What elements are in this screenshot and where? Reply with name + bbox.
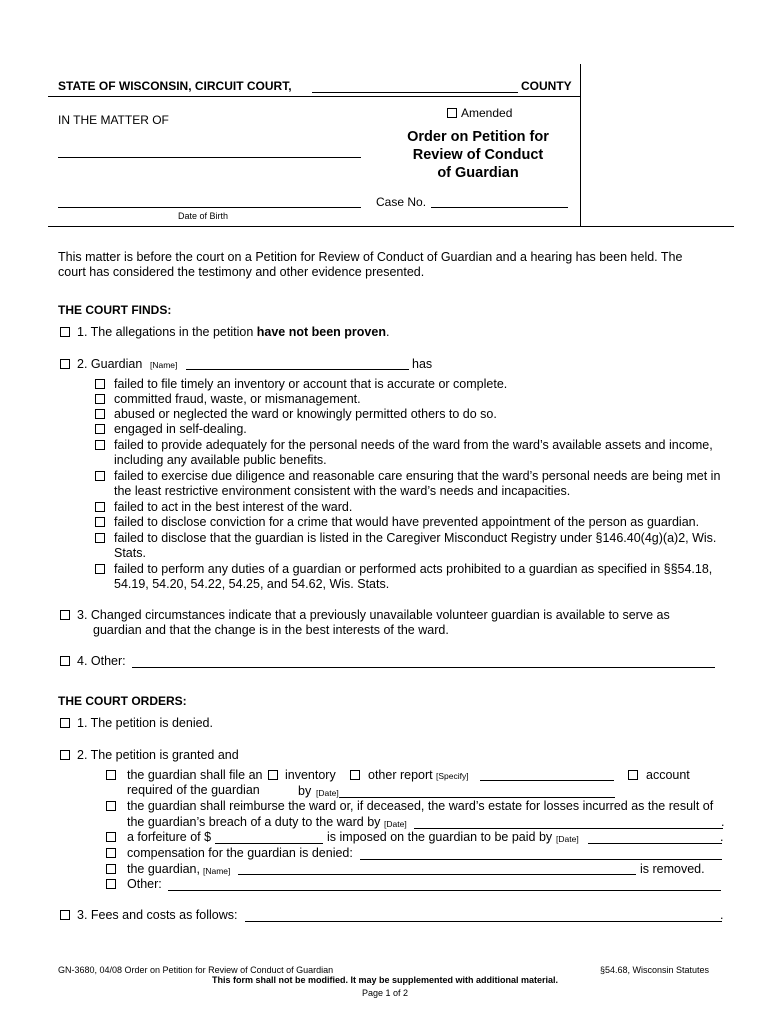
state-court-label: STATE OF WISCONSIN, CIRCUIT COURT, — [58, 79, 292, 93]
reimburse-date-tag: [Date] — [384, 819, 407, 829]
finding-3-l1: 3. Changed circumstances indicate that a previously unavailable volunteer guardian is available to serve as — [77, 608, 670, 622]
finding-1-checkbox[interactable] — [60, 327, 70, 337]
item-duties-checkbox[interactable] — [95, 564, 105, 574]
order-3-label: 3. Fees and costs as follows: — [77, 908, 238, 922]
order-other-label: Other: — [127, 877, 162, 891]
item-self-dealing-checkbox[interactable] — [95, 424, 105, 434]
county-field[interactable] — [312, 92, 518, 93]
reimburse-l2: the guardian’s breach of a duty to the ward by — [127, 815, 381, 829]
item-due-diligence-checkbox[interactable] — [95, 471, 105, 481]
by-label: by — [298, 784, 312, 798]
fees-field[interactable] — [245, 921, 722, 922]
removed-name-tag: [Name] — [203, 866, 231, 876]
matter-name-field[interactable] — [58, 157, 361, 158]
amended-label: Amended — [461, 106, 513, 120]
item-best-interest-checkbox[interactable] — [95, 502, 105, 512]
required-of-guardian: required of the guardian — [127, 783, 260, 797]
finding-3-checkbox[interactable] — [60, 610, 70, 620]
order-file-report-checkbox[interactable] — [106, 770, 116, 780]
item-registry-l2: Stats. — [114, 546, 146, 560]
item-self-dealing: engaged in self-dealing. — [114, 422, 247, 436]
item-due-diligence-l2: the least restrictive environment consistent with the ward’s needs and incapacities. — [114, 484, 571, 498]
forfeiture-imposed-label: is imposed on the guardian to be paid by — [327, 830, 553, 844]
order-2-text: 2. The petition is granted and — [77, 748, 239, 762]
file-an-label: the guardian shall file an — [127, 768, 263, 782]
finding-4-other-field[interactable] — [132, 667, 715, 668]
header-top-rule — [48, 96, 580, 97]
forfeiture-period: . — [720, 830, 724, 844]
footer-form-id: GN-3680, 04/08 Order on Petition for Review of Conduct of Guardian — [58, 965, 334, 975]
forfeiture-label: a forfeiture of $ — [127, 830, 212, 844]
inventory-checkbox[interactable] — [268, 770, 278, 780]
amended-checkbox[interactable] — [447, 108, 457, 118]
dob-caption: Date of Birth — [178, 211, 229, 221]
case-no-label: Case No. — [376, 195, 427, 209]
item-conviction-checkbox[interactable] — [95, 517, 105, 527]
order-3-checkbox[interactable] — [60, 910, 70, 920]
item-conviction: failed to disclose conviction for a crime that would have prevented appointment of the person as guardian. — [114, 515, 700, 529]
form-title — [378, 128, 578, 182]
court-orders-heading: THE COURT ORDERS: — [58, 694, 187, 708]
finding-1-period: . — [385, 325, 390, 339]
finding-3-l2: guardian and that the change is in the best interests of the ward. — [93, 623, 449, 637]
report-date-tag: [Date] — [316, 788, 339, 798]
intro-line-2: court has considered the testimony and other evidence presented. — [58, 265, 425, 279]
item-due-diligence-l1: failed to exercise due diligence and reasonable care ensuring that the ward’s personal needs are being met in — [114, 469, 721, 483]
compensation-checkbox[interactable] — [106, 848, 116, 858]
reimburse-field[interactable] — [414, 828, 723, 829]
is-removed-label: is removed. — [640, 862, 705, 876]
footer-statute: §54.68, Wisconsin Statutes — [600, 965, 710, 975]
item-personal-needs-l1: failed to provide adequately for the personal needs of the ward from the ward’s available assets and income, — [114, 438, 713, 452]
forfeiture-checkbox[interactable] — [106, 832, 116, 842]
guardian-name-tag: [Name] — [150, 360, 178, 370]
title-line-3: of Guardian — [437, 165, 519, 181]
other-report-checkbox[interactable] — [350, 770, 360, 780]
report-date-field[interactable] — [339, 797, 615, 798]
inventory-label: inventory — [285, 768, 336, 782]
item-registry-l1: failed to disclose that the guardian is listed in the Caregiver Misconduct Registry under §146.40(4g)(a)2, Wis. — [114, 531, 717, 545]
title-line-2: Review of Conduct — [412, 147, 544, 163]
finding-2-checkbox[interactable] — [60, 359, 70, 369]
finding-2-label: 2. Guardian — [77, 357, 143, 371]
title-line-1: Order on Petition for — [407, 129, 549, 145]
item-personal-needs-l2: including any available public benefits. — [114, 453, 327, 467]
order-1-checkbox[interactable] — [60, 718, 70, 728]
account-checkbox[interactable] — [628, 770, 638, 780]
header-bottom-rule — [48, 226, 734, 227]
item-best-interest: failed to act in the best interest of the ward. — [114, 500, 353, 514]
forfeiture-date-field[interactable] — [588, 843, 722, 844]
footer-page-number: Page 1 of 2 — [361, 988, 409, 998]
item-personal-needs-checkbox[interactable] — [95, 440, 105, 450]
item-abuse-checkbox[interactable] — [95, 409, 105, 419]
fees-period: . — [720, 908, 724, 922]
item-fraud: committed fraud, waste, or mismanagement. — [114, 392, 361, 406]
compensation-label: compensation for the guardian is denied: — [127, 846, 353, 860]
finding-1-text — [77, 325, 389, 340]
reimburse-l1: the guardian shall reimburse the ward or, if deceased, the ward’s estate for losses incurred as the result of — [127, 799, 714, 813]
other-report-label: other report — [368, 768, 433, 782]
forfeiture-date-tag: [Date] — [556, 834, 579, 844]
item-duties-l2: 54.19, 54.20, 54.22, 54.25, and 54.62, Wis. Stats. — [114, 577, 390, 591]
finding-1-prefix: 1. The allegations in the petition — [77, 325, 257, 339]
guardian-removed-label: the guardian, — [127, 862, 200, 876]
court-finds-heading: THE COURT FINDS: — [58, 303, 172, 317]
removed-name-field[interactable] — [238, 874, 636, 875]
forfeiture-amount-field[interactable] — [215, 843, 323, 844]
other-report-field[interactable] — [480, 780, 614, 781]
order-1-text: 1. The petition is denied. — [77, 716, 213, 730]
item-abuse: abused or neglected the ward or knowingly permitted others to do so. — [114, 407, 497, 421]
finding-1-emphasis: have not been proven — [256, 325, 386, 339]
footer-notice: This form shall not be modified. It may be supplemented with additional material. — [211, 975, 559, 985]
item-duties-l1: failed to perform any duties of a guardian or performed acts prohibited to a guardian as specified in §§54.18, — [114, 562, 713, 576]
finding-4-checkbox[interactable] — [60, 656, 70, 666]
case-no-field[interactable] — [431, 207, 568, 208]
specify-tag: [Specify] — [436, 771, 469, 781]
intro-line-1: This matter is before the court on a Petition for Review of Conduct of Guardian and a hearing has been held. The — [58, 250, 683, 264]
date-of-birth-field[interactable] — [58, 207, 361, 208]
in-matter-of-label: IN THE MATTER OF — [58, 113, 169, 127]
compensation-field[interactable] — [360, 859, 722, 860]
order-2-checkbox[interactable] — [60, 750, 70, 760]
reimburse-period: . — [721, 815, 725, 829]
county-label: COUNTY — [521, 79, 572, 93]
account-label: account — [646, 768, 690, 782]
item-fraud-checkbox[interactable] — [95, 394, 105, 404]
guardian-name-field[interactable] — [186, 369, 409, 370]
guardian-removed-checkbox[interactable] — [106, 864, 116, 874]
item-failed-inventory: failed to file timely an inventory or account that is accurate or complete. — [114, 377, 508, 391]
has-label: has — [412, 357, 433, 371]
order-other-checkbox[interactable] — [106, 879, 116, 889]
item-registry-checkbox[interactable] — [95, 533, 105, 543]
order-other-field[interactable] — [168, 890, 721, 891]
reimburse-checkbox[interactable] — [106, 801, 116, 811]
header-vertical-rule — [580, 64, 581, 226]
finding-4-label: 4. Other: — [77, 654, 126, 668]
item-failed-inventory-checkbox[interactable] — [95, 379, 105, 389]
